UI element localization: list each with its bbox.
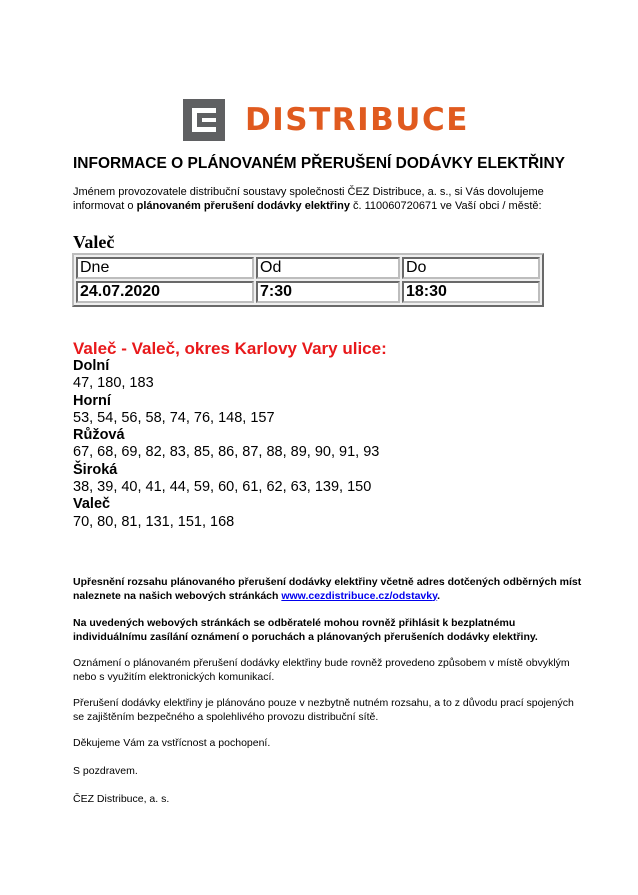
schedule-value-row — [76, 281, 540, 303]
footer-paragraph-notice: Oznámení o plánovaném přerušení dodávky elektřiny bude rovněž provedeno způsobem v místě obvyklým nebo s využitím elektronických komunikací. — [73, 657, 570, 683]
value-to: 18:30 — [402, 281, 540, 303]
footer-paragraph-website — [73, 576, 583, 603]
street-name: Široká — [73, 461, 118, 478]
footer-signature: ČEZ Distribuce, a. s. — [73, 793, 170, 805]
footer-paragraph-reason: Přerušení dodávky elektřiny je plánováno pouze v nezbytně nutném rozsahu, a to z důvodu prací spojených se zajištěním bezpečného a spolehlivého provozu distribuční sítě. — [73, 697, 574, 723]
value-date: 24.07.2020 — [76, 281, 254, 303]
town-heading: Valeč — [73, 232, 115, 252]
outage-website-link[interactable]: www.cezdistribuce.cz/odstavky — [281, 589, 438, 602]
footer-thanks: Děkujeme Vám za vstřícnost a pochopení. — [73, 737, 271, 749]
cez-e-logo-icon — [183, 99, 225, 141]
intro-text-2: č. 110060720671 ve Vaší obci / městě: — [349, 200, 542, 212]
value-from: 7:30 — [256, 281, 400, 303]
street-numbers: 47, 180, 183 — [73, 375, 154, 392]
street-numbers: 38, 39, 40, 41, 44, 59, 60, 61, 62, 63, 139, 150 — [73, 479, 372, 496]
footer-period: . — [437, 589, 441, 602]
street-list — [73, 358, 379, 531]
street-name: Dolní — [73, 358, 110, 374]
intro-text-bold: plánovaném přerušení dodávky elektřiny — [136, 200, 350, 212]
logo-text: DISTRIBUCE — [245, 102, 469, 138]
header-date: Dne — [76, 257, 254, 279]
schedule-header-row — [76, 257, 540, 279]
street-name: Horní — [73, 392, 111, 409]
header-to: Do — [402, 257, 540, 279]
street-name: Valeč — [73, 496, 111, 513]
street-name: Růžová — [73, 427, 125, 444]
footer-paragraph-subscribe: Na uvedených webových stránkách se odběratelé mohou rovněž přihlásit k bezplatnému individuálnímu zasílání oznámení o poruchách a plánovaných přerušeních dodávky elektřiny. — [73, 617, 538, 643]
page-title: INFORMACE O PLÁNOVANÉM PŘERUŠENÍ DODÁVKY ELEKTŘINY — [72, 155, 566, 172]
region-heading: Valeč - Valeč, okres Karlovy Vary ulice: — [73, 339, 387, 358]
cez-distribuce-logo — [183, 99, 469, 141]
street-numbers: 70, 80, 81, 131, 151, 168 — [73, 513, 235, 530]
footer-greeting: S pozdravem. — [73, 765, 138, 777]
header-from: Od — [256, 257, 400, 279]
street-numbers: 67, 68, 69, 82, 83, 85, 86, 87, 88, 89, 90, 91, 93 — [73, 444, 380, 461]
schedule-table — [72, 253, 544, 307]
intro-paragraph — [73, 185, 573, 213]
street-numbers: 53, 54, 56, 58, 74, 76, 148, 157 — [73, 409, 275, 426]
intro-text-1: Jménem provozovatele distribuční soustavy společnosti ČEZ Distribuce, a. s., si Vás dovolujeme informovat o — [73, 186, 544, 212]
footer-text: Upřesnění rozsahu plánovaného přerušení dodávky elektřiny včetně adres dotčených odběrných míst naleznete na našich webových stránkách — [73, 576, 582, 602]
